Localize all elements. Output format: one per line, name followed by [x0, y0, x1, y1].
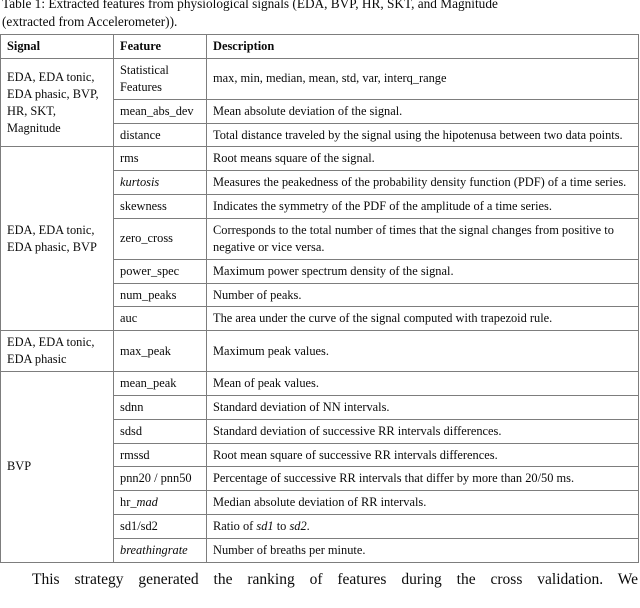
table-header-row [1, 35, 639, 59]
feature-cell: hr_mad [114, 491, 207, 515]
feature-cell: distance [114, 123, 207, 147]
feature-cell: auc [114, 307, 207, 331]
description-cell: Mean of peak values. [207, 371, 639, 395]
feature-cell: mean_abs_dev [114, 99, 207, 123]
description-cell: Number of peaks. [207, 283, 639, 307]
feature-cell: skewness [114, 195, 207, 219]
description-cell: Root means square of the signal. [207, 147, 639, 171]
feature-cell: sdsd [114, 419, 207, 443]
description-cell: Standard deviation of successive RR intervals differences. [207, 419, 639, 443]
feature-cell: kurtosis [114, 171, 207, 195]
column-header-signal: Signal [1, 35, 114, 59]
table-caption [0, 0, 640, 30]
signal-cell: EDA, EDA tonic, EDA phasic [1, 331, 114, 372]
feature-cell: rms [114, 147, 207, 171]
body-paragraph: This strategy generated the ranking of features during the cross validation. We [32, 570, 638, 588]
description-cell: Indicates the symmetry of the PDF of the amplitude of a time series. [207, 195, 639, 219]
feature-cell: num_peaks [114, 283, 207, 307]
signal-cell: EDA, EDA tonic, EDA phasic, BVP, HR, SKT, Magnitude [1, 58, 114, 146]
feature-cell: Statistical Features [114, 58, 207, 99]
feature-cell: zero_cross [114, 218, 207, 259]
feature-cell: rmssd [114, 443, 207, 467]
description-cell: Percentage of successive RR intervals that differ by more than 20/50 ms. [207, 467, 639, 491]
description-cell: The area under the curve of the signal computed with trapezoid rule. [207, 307, 639, 331]
description-cell: Corresponds to the total number of times that the signal changes from positive to negative or vice versa. [207, 218, 639, 259]
description-cell: Maximum peak values. [207, 331, 639, 372]
description-cell: Standard deviation of NN intervals. [207, 395, 639, 419]
feature-cell: power_spec [114, 259, 207, 283]
signal-cell: EDA, EDA tonic, EDA phasic, BVP [1, 147, 114, 331]
description-cell: Total distance traveled by the signal using the hipotenusa between two data points. [207, 123, 639, 147]
table-row [1, 371, 639, 395]
table-row [1, 58, 639, 99]
description-cell: max, min, median, mean, std, var, interq_range [207, 58, 639, 99]
feature-cell: sd1/sd2 [114, 515, 207, 539]
signal-cell: BVP [1, 371, 114, 562]
feature-cell: breathingrate [114, 539, 207, 563]
description-cell: Maximum power spectrum density of the signal. [207, 259, 639, 283]
features-table [0, 34, 639, 563]
description-cell: Ratio of sd1 to sd2. [207, 515, 639, 539]
description-cell: Median absolute deviation of RR intervals. [207, 491, 639, 515]
description-cell: Mean absolute deviation of the signal. [207, 99, 639, 123]
feature-cell: mean_peak [114, 371, 207, 395]
column-header-description: Description [207, 35, 639, 59]
caption-line-2: (extracted from Accelerometer)). [2, 13, 178, 29]
feature-cell: pnn20 / pnn50 [114, 467, 207, 491]
feature-cell: sdnn [114, 395, 207, 419]
caption-line-1: Table 1: Extracted features from physiological signals (EDA, BVP, HR, SKT, and Magnitude [2, 0, 498, 11]
description-cell: Number of breaths per minute. [207, 539, 639, 563]
description-cell: Measures the peakedness of the probability density function (PDF) of a time series. [207, 171, 639, 195]
description-cell: Root mean square of successive RR intervals differences. [207, 443, 639, 467]
table-row [1, 331, 639, 372]
column-header-feature: Feature [114, 35, 207, 59]
table-row [1, 147, 639, 171]
feature-cell: max_peak [114, 331, 207, 372]
